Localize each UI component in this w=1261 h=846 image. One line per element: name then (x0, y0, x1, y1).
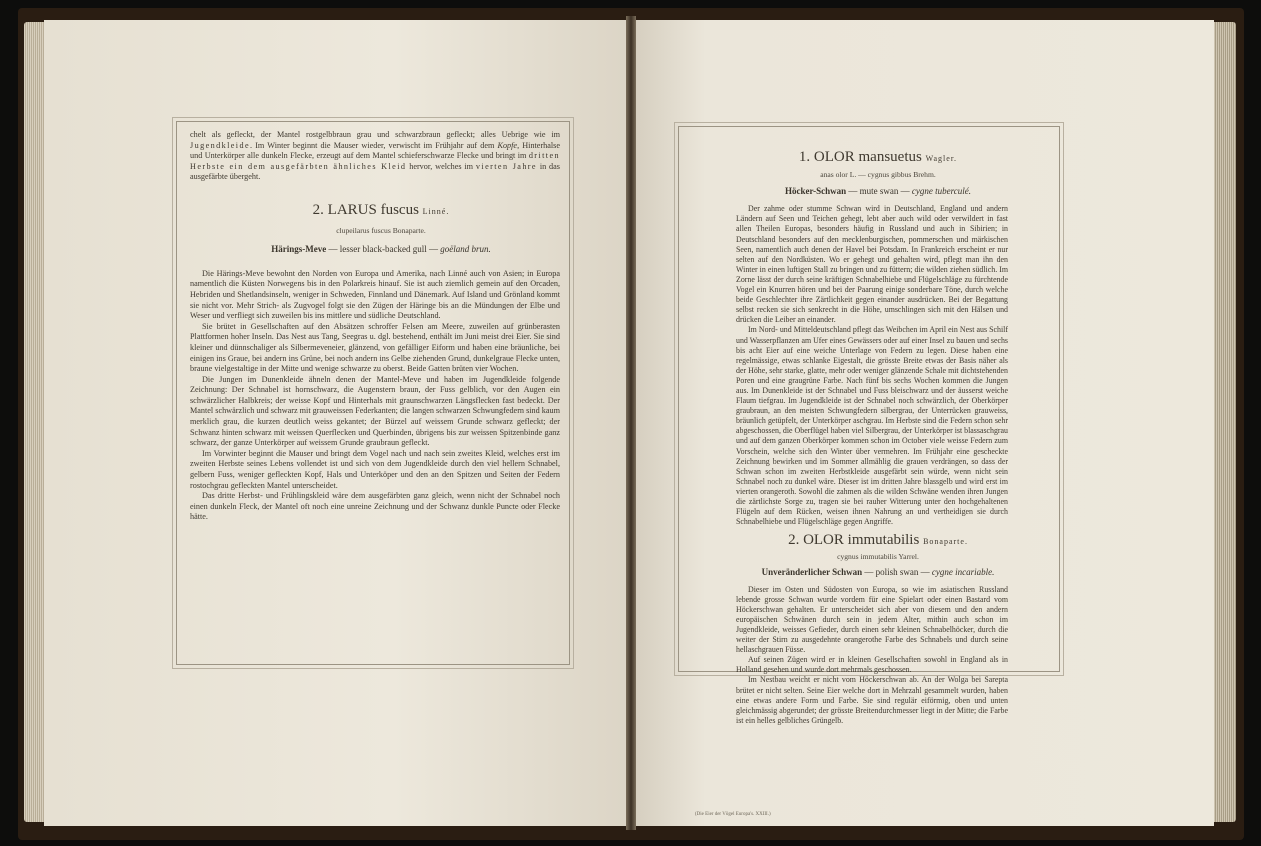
species-synonym: cygnus immutabilis Yarrel. (837, 552, 919, 562)
right-page-edges (1212, 22, 1236, 822)
common-names: Härings-Meve — lesser black-backed gull — goëland brun. (271, 244, 491, 255)
common-names: Höcker-Schwan — mute swan — cygne tuberculé. (784, 186, 972, 197)
text-paragraph: Das dritte Herbst- und Frühlingskleid wäre dem ausgefärbten ganz gleich, wenn nicht der Schnabel noch einen dunkeln Fleck, der Mantel oft noch eine unreine Zeichnung und der Schwanz dunkle Puncte oder Flecke hätte. (190, 491, 560, 522)
book-gutter (626, 16, 636, 830)
species-heading: 2. OLOR immutabilis Bonaparte. (788, 532, 968, 549)
text-paragraph: Auf seinen Zügen wird er in kleinen Gesellschaften sowohl in England als in Holland gesehen und wurde dort mehrmals geschossen. (736, 655, 1008, 675)
intro-paragraph: chelt als gefleckt, der Mantel rostgelbbraun grau und schwarzbraun gefleckt; alles Uebrige wie im Jugendkleide. Im Winter beginnt die Mauser wieder, verwischt im Frühjahr auf dem Kopfe, Hinterhalse und Unterkörper alle dunkeln Flecke, erzeugt auf dem Mantel schieferschwarze Flecke und bringt im dritten Herbste ein dem ausgefärbten ähnliches Kleid hervor, welches im vierten Jahre in das ausgefärbte übergeht. (190, 130, 560, 182)
common-names: Unveränderlicher Schwan — polish swan — cygne incariable. (761, 567, 995, 578)
page-footer: (Die Eier der Vögel Europa's. XXIII.) (695, 812, 771, 817)
species-heading: 2. LARUS fuscus Linné. (312, 201, 450, 218)
left-page-edges (24, 22, 46, 822)
text-paragraph: Im Nestbau weicht er nicht vom Höckerschwan ab. An der Wolga bei Sarepta brütet er nicht selten. Seine Eier welche dort in Mehrzahl gesammelt wurden, haben eine etwas andere Form und Farbe. Sie sind regulär eiförmig, oben und unten gleichmässig abgerundet; der grösste Breitendurchmesser liegt in der Mitte; die Farbe ist ein helles gelbliches Grüngelb. (736, 675, 1008, 725)
text-paragraph: Im Vorwinter beginnt die Mauser und bringt dem Vogel nach und nach sein zweites Kleid, welches erst im zweiten Herbste seines Lebens vollendet ist und sich von dem Jugendkleide durch den viel hellern Schnabel, gelbern Fuss, weniger gefleckten Kopf, Hals und Unterköper und den an den Spitzen und Seiten der Federn rostochgrau gefleckten Mantel unterscheidet. (190, 448, 560, 490)
species-synonym: anas olor L. — cygnus gibbus Brehm. (820, 170, 936, 180)
text-paragraph: Der zahme oder stumme Schwan wird in Deutschland, England und andern Ländern auf Seen und Teichen gehegt, lebt aber auch wild oder verwildert in fast allen Theilen Europas, besonders häufig in Russland und auch in Sibirien; in Deutschland besonders auf den mecklenburgischen, pommerschen und märkischen Seen, namentlich auch denen der Havel bei Potsdam. In Frankreich erscheint er nur selten auf den Nordküsten. Wo er gehegt und gehalten wird, pflegt man ihn den Winter in einen luftigen Stall zu bringen und zu füttern; die wilden ziehen südlich. Im Zorne lässt der durch seine kräftigen Schnabelhiebe und Flügelschläge zu fürchtende Vogel ein Knurren hören und bei der Paarung einige sonderbare Töne, durch welche beide Geschlechter ihre Zärtlichkeit gegen einander ausdrücken. Bei der Begattung selbst recken sie sich senkrecht in die Höhe, umschlingen sich mit den Hälsen und drücken die Leiber an einander. (736, 204, 1008, 325)
text-paragraph: Dieser im Osten und Südosten von Europa, so wie im asiatischen Russland lebende grosse Schwan wurde vordem für eine Spielart oder einen Bastard vom Höckerschwan gehalten. Er unterscheidet sich aber von diesem und den andern europäischen Schwänen durch sein in jedem Alter, mithin auch schon im Jugendkleide, weisses Gefieder, durch einen sehr kleinen Schnabelhöcker, durch die weiter der Stirn zu ausgedehnte orangerothe Farbe des Schnabels und durch seine hellaschgrauen Füsse. (736, 584, 1008, 655)
species-heading: 1. OLOR mansuetus Wagler. (798, 149, 958, 165)
text-paragraph: Die Härings-Meve bewohnt den Norden von Europa und Amerika, nach Linné auch von Asien; in Europa namentlich die Küsten Norwegens bis in den Polarkreis hinauf. Sie ist auch ziemlich gemein auf den Orcaden, Hebriden und Shetlandsinseln, weniger in Schweden, Finnland und Dänemark. Auf Island und Grönland kommt sie nicht vor. Mehr Strich- als Zugvogel folgt sie den Zügen der Häringe bis an die Mündungen der Elbe und Weser und verfliegt sich zuweilen bis ins mittlere und südliche Deutschland. (190, 268, 560, 321)
text-paragraph: Sie brütet in Gesellschaften auf den Absätzen schroffer Felsen am Meere, zuweilen auf grünberasten Plattformen hoher Inseln. Das Nest aus Tang, Seegras u. dgl. bestehend, enthält im Juni meist drei Eier. Sie sind kleiner und dünnschaliger als Silbermeveneier, glänzend, von gefälliger Eiform und haben eine bräunliche, bei einigen ins Graue, bei andern ins Grüne, bei noch andern ins Gelbe ziehenden Grund, dunkelgraue Flecke unten, braune vielgestaltige in der Mitte und wenige schwarze zu oberst. Beide Gatten brüten vier Wochen. (190, 321, 560, 374)
text-paragraph: Die Jungen im Dunenkleide ähneln denen der Mantel-Meve und haben im Jugendkleide folgende Zeichnung: Der Schnabel ist hornschwarz, die Augenstern braun, der Fuss gelblich, vor den Augen ein schwärzlicher Halbkreis; der weisse Kopf und Hinterhals mit graunschwarzen Längsflecken fast bedeckt. Der Mantel schwärzlich und schwarz mit grauweissen Federkanten; die langen schwarzen Schwungfedern sind kaum merklich grau, die kurzen deutlich weiss gekantet; der Bürzel auf weissem Grunde schwarz gefleckt; der Schwanz hinten schwarz mit weissen Querflecken und Querbinden, übrigens bis zur weissen Spitzenbinde ganz schwarz, der ganze Unterkörper auf weissem Grunde graubraun gefleckt. (190, 374, 560, 448)
text-paragraph: Im Nord- und Mitteldeutschland pflegt das Weibchen im April ein Nest aus Schilf und Wasserpflanzen am Ufer eines Gewässers oder auf einer Insel zu bauen und sechs bis acht Eier auf eine weiche Unterlage von Federn zu legen. Diese haben eine regelmässige, etwas schlanke Eigestalt, die grösste Breite etwas der Basis näher als der Höhe, sehr starke, glatte, mehr oder weniger glänzende Schale mit dichtstehenden Poren und eine graugrüne Farbe. Nach fünf bis sechs Wochen kommen die Jungen aus. Im Dunenkleide ist der Schnabel und Fuss bleischwarz und der äusserst weiche Flaum tiefgrau. Im Jugendkleide ist der Schnabel noch schwärzlich, der Oberkörper graubraun, an den meisten Schwungfedern silbergrau, der Unterrücken grauweiss, bräunlich getüpfelt, der Unterkörper aschgrau. Im Herbste sind die Federn schon sehr abgeschossen, die Oberflügel haben viel Silbergrau, der Unterkörper ist blassaschgrau und auf dem ganzen Oberkörper kommen schon im October viele weisse Federn zum Vorschein, welche sich den Winter über vermehren. Im Frühjahr eine gescheckte Zeichnung bewirken und im Sommer allmählig die grauen verdrängen, so dass der Schwan schon im zweiten Herbstkleide ausgefärbt sein würde, wenn nicht sein Schnabel noch zu dunkel wäre. Dieser ist im dritten Jahre blassgelb und wird erst im vierten orangeroth. Sowohl die zahmen als die wilden Schwäne wenden ihren Jungen die zärtlichste Sorge zu, tragen sie bei rauher Witterung unter den hochgehaltenen Flügeln auf dem Rücken, weisen ihnen Nahrung an und vertheidigen sie durch Schnabelhiebe und Flügelschläge gegen Angriffe. (736, 325, 1008, 527)
species-synonym: clupeilarus fuscus Bonaparte. (336, 225, 426, 235)
right-page-text (736, 149, 1008, 726)
left-page-text (190, 130, 560, 523)
